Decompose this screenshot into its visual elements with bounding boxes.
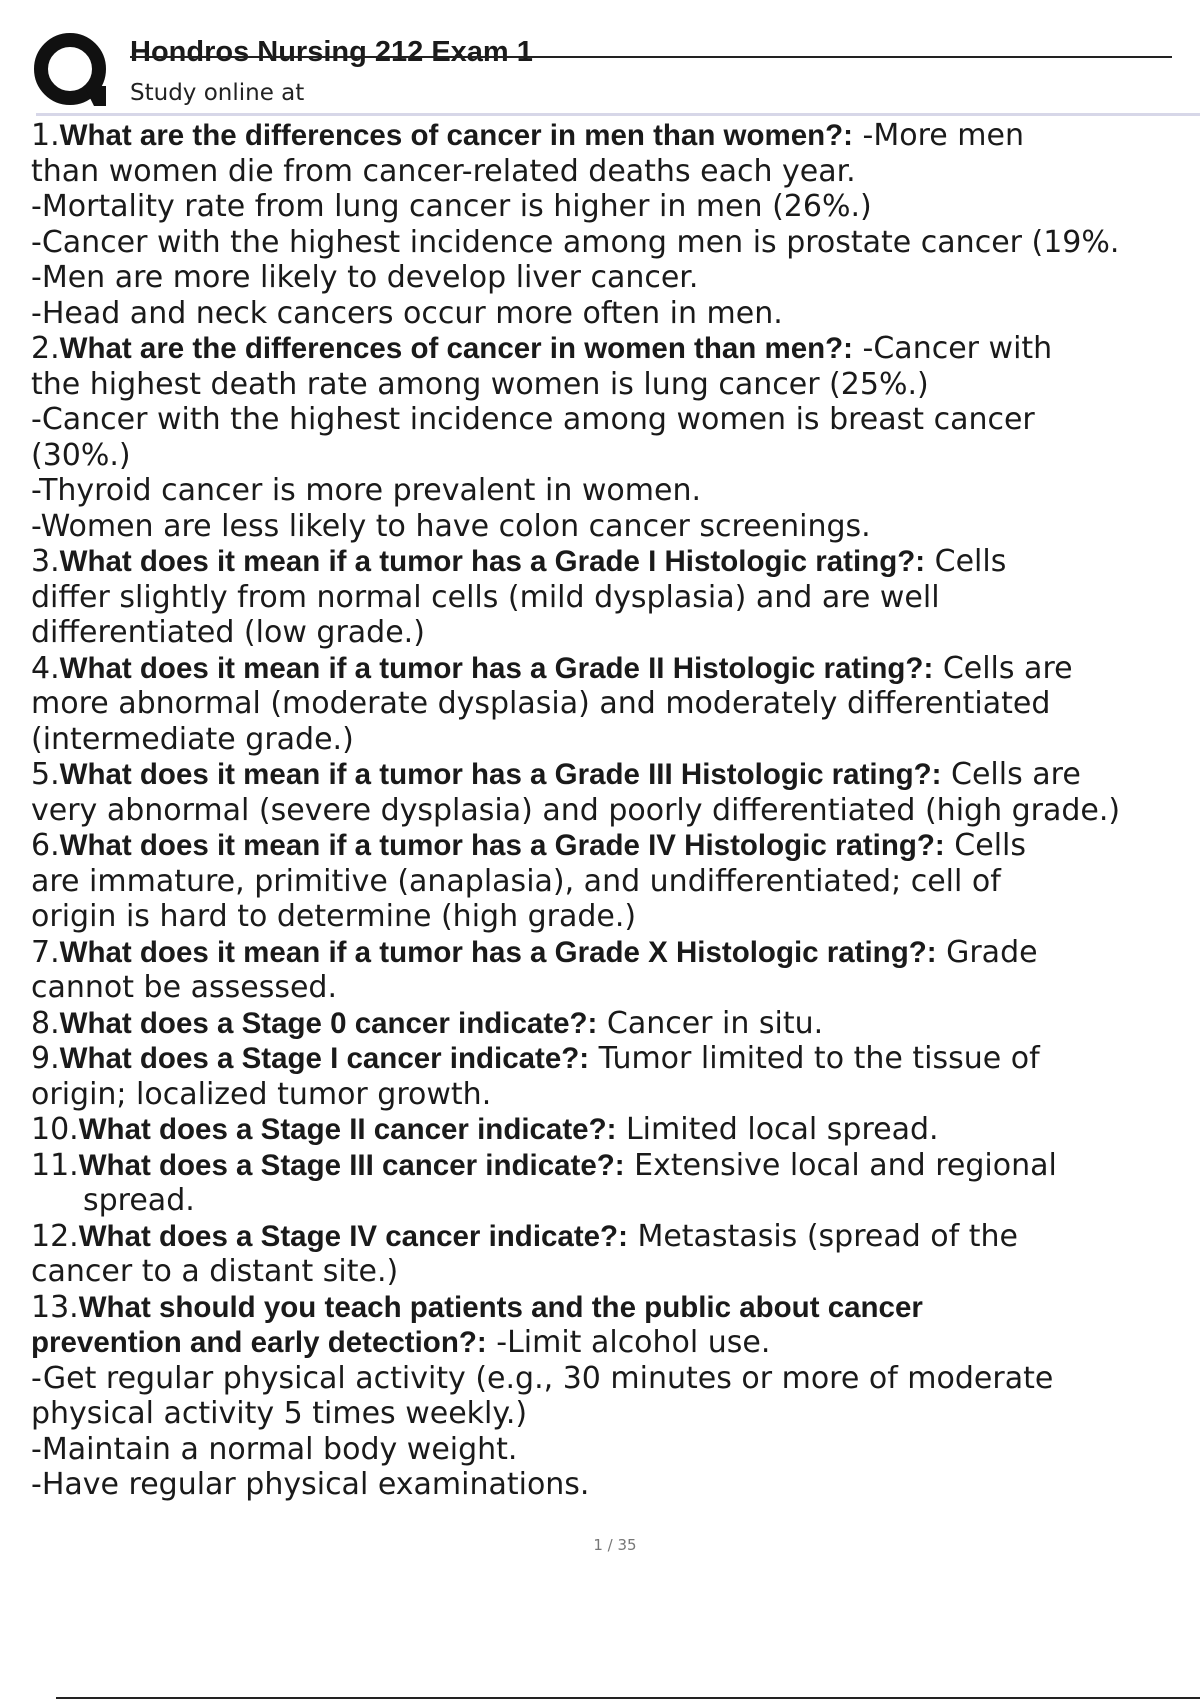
question-text-continued: prevention and early detection?: — [31, 1326, 487, 1359]
question-number: 9. — [31, 1041, 60, 1076]
answer-line: -Head and neck cancers occur more often in men. — [31, 295, 783, 331]
qa-first-line — [31, 1219, 1199, 1255]
question-number: 13. — [31, 1289, 79, 1325]
answer-line: (intermediate grade.) — [31, 721, 354, 757]
qa-first-line — [31, 544, 1199, 580]
qa-first-line — [31, 828, 1199, 864]
question-text: What does it mean if a tumor has a Grade III Histologic rating?: — [59, 758, 942, 791]
answer-text: Cells — [925, 544, 1007, 579]
answer-line: origin; localized tumor growth. — [31, 1076, 492, 1112]
question-number: 3. — [31, 544, 60, 579]
quizlet-q-logo-icon — [32, 32, 112, 112]
question-number: 12. — [31, 1218, 79, 1254]
answer-text: Limited local spread. — [616, 1112, 939, 1147]
question-number: 10. — [31, 1112, 79, 1147]
qa-first-line — [31, 1148, 1199, 1184]
answer-text: Cells are — [933, 650, 1073, 686]
answer-text: -Cancer with — [853, 331, 1053, 366]
answer-line: -Cancer with the highest incidence among men is prostate cancer (19%. — [31, 224, 1120, 260]
qa-item — [31, 757, 1199, 828]
qa-item — [31, 1219, 1199, 1290]
answer-line: -Cancer with the highest incidence among women is breast cancer — [31, 402, 1035, 437]
qa-first-line — [31, 1006, 1199, 1042]
qa-first-line — [31, 331, 1199, 367]
answer-text: -Limit alcohol use. — [486, 1325, 771, 1360]
question-number: 1. — [31, 118, 60, 153]
qa-first-line — [31, 1325, 1199, 1361]
answer-text: Cells — [944, 828, 1027, 863]
header-divider — [36, 113, 1200, 116]
qa-item — [31, 331, 1199, 544]
qa-item — [31, 1290, 1199, 1503]
document-header — [30, 30, 1190, 114]
answer-line: (30%.) — [31, 437, 131, 473]
question-text: What does a Stage III cancer indicate?: — [78, 1148, 625, 1182]
title-strike-rule — [130, 56, 1172, 58]
qa-first-line — [31, 935, 1199, 971]
qa-first-line — [31, 1290, 1199, 1326]
question-text: What does a Stage I cancer indicate?: — [59, 1042, 590, 1075]
question-text: What does a Stage 0 cancer indicate?: — [59, 1006, 598, 1040]
answer-line: physical activity 5 times weekly.) — [31, 1396, 528, 1431]
answer-text: Grade — [936, 934, 1038, 970]
question-number: 11. — [31, 1147, 79, 1183]
qa-item — [31, 1148, 1199, 1219]
answer-text: Tumor limited to the tissue of — [589, 1041, 1040, 1076]
question-number: 4. — [31, 650, 60, 686]
qa-first-line — [31, 651, 1199, 687]
answer-line: -Mortality rate from lung cancer is higher in men (26%.) — [31, 189, 872, 224]
answer-line: than women die from cancer-related deaths each year. — [31, 153, 856, 189]
question-text: What does a Stage IV cancer indicate?: — [78, 1219, 628, 1253]
answer-line: cannot be assessed. — [31, 970, 337, 1005]
footer-rule — [56, 1697, 1200, 1699]
question-text: What does a Stage II cancer indicate?: — [78, 1113, 617, 1146]
answer-line: -Thyroid cancer is more prevalent in women. — [31, 473, 701, 508]
qa-item — [31, 1006, 1199, 1042]
answer-line: -Get regular physical activity (e.g., 30 minutes or more of moderate — [31, 1360, 1054, 1396]
question-number: 5. — [31, 757, 60, 792]
answer-text: Cancer in situ. — [597, 1005, 824, 1041]
answer-line: differ slightly from normal cells (mild dysplasia) and are well — [31, 579, 940, 615]
question-text: What does it mean if a tumor has a Grade X Histologic rating?: — [59, 935, 937, 969]
answer-line: -Men are more likely to develop liver cancer. — [31, 260, 699, 295]
qa-item — [31, 1112, 1199, 1148]
answer-line: -Have regular physical examinations. — [31, 1467, 590, 1502]
qa-first-line — [31, 118, 1199, 154]
answer-line: are immature, primitive (anaplasia), and undifferentiated; cell of — [31, 863, 1001, 899]
answer-text: Cells are — [941, 757, 1081, 792]
question-text: What does it mean if a tumor has a Grade IV Histologic rating?: — [59, 829, 945, 862]
answer-line: the highest death rate among women is lung cancer (25%.) — [31, 366, 929, 402]
study-online-text: Study online at — [130, 80, 305, 106]
question-text: What does it mean if a tumor has a Grade II Histologic rating?: — [59, 651, 934, 685]
page-indicator: 1 / 35 — [593, 1536, 637, 1554]
answer-text: Extensive local and regional — [624, 1147, 1057, 1183]
answer-line: origin is hard to determine (high grade.) — [31, 899, 637, 934]
question-number: 6. — [31, 828, 60, 863]
qa-item — [31, 828, 1199, 935]
qa-first-line — [31, 1112, 1199, 1148]
flashcard-list — [31, 118, 1199, 1503]
qa-first-line — [31, 757, 1199, 793]
question-number: 7. — [31, 934, 60, 970]
document-title: Hondros Nursing 212 Exam 1 — [130, 36, 533, 68]
answer-line: very abnormal (severe dysplasia) and poorly differentiated (high grade.) — [31, 792, 1121, 828]
qa-item — [31, 544, 1199, 651]
answer-line: -Maintain a normal body weight. — [31, 1431, 518, 1467]
question-text: What are the differences of cancer in men than women?: — [59, 119, 853, 152]
qa-item — [31, 935, 1199, 1006]
answer-line: -Women are less likely to have colon cancer screenings. — [31, 508, 871, 544]
answer-text: Metastasis (spread of the — [627, 1218, 1018, 1254]
qa-item — [31, 118, 1199, 331]
qa-first-line — [31, 1041, 1199, 1077]
question-text: What does it mean if a tumor has a Grade I Histologic rating?: — [59, 545, 926, 578]
qa-item — [31, 651, 1199, 758]
answer-line: cancer to a distant site.) — [31, 1254, 399, 1289]
question-number: 8. — [31, 1005, 60, 1041]
answer-line: differentiated (low grade.) — [31, 615, 425, 650]
answer-text: -More men — [853, 118, 1024, 153]
question-text: What should you teach patients and the public about cancer — [78, 1290, 923, 1324]
qa-item — [31, 1041, 1199, 1112]
answer-line: spread. — [83, 1183, 195, 1218]
question-text: What are the differences of cancer in women than men?: — [59, 332, 853, 365]
answer-line: more abnormal (moderate dysplasia) and moderately differentiated — [31, 686, 1051, 721]
question-number: 2. — [31, 331, 60, 366]
